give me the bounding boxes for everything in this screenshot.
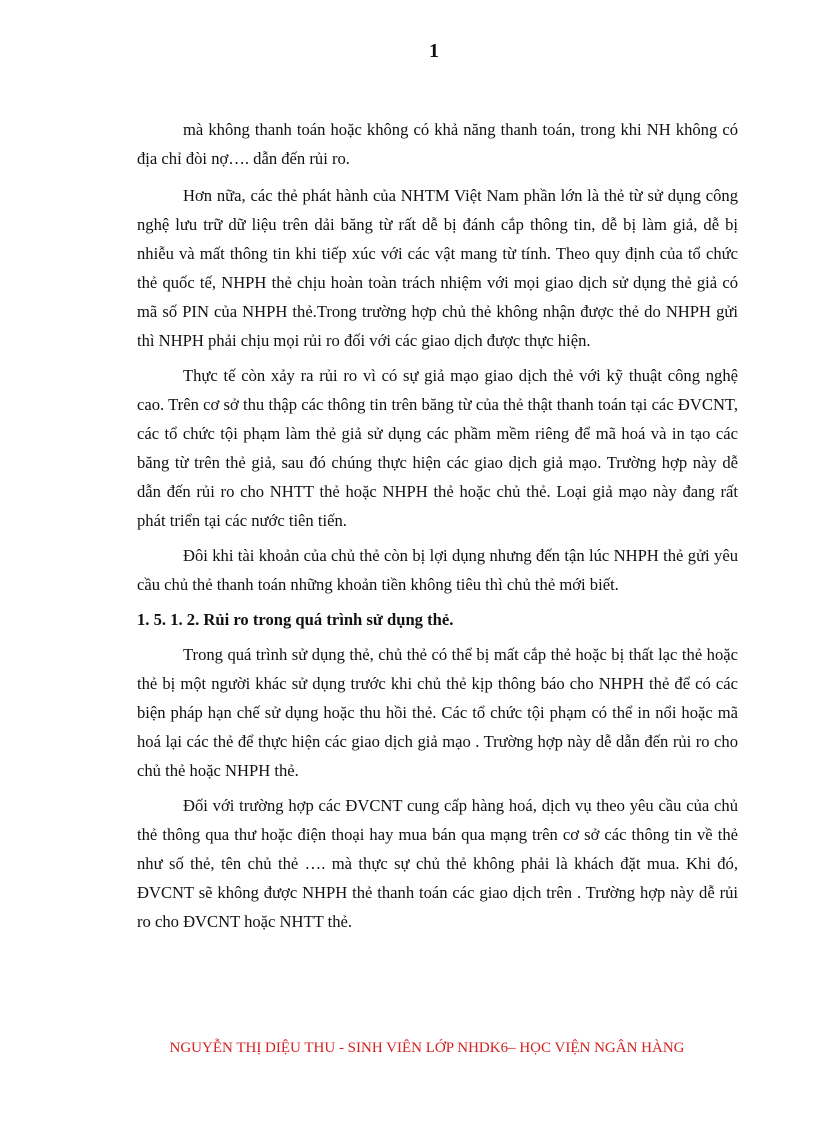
paragraph-magnetic-stripe: Hơn nữa, các thẻ phát hành của NHTM Việt Nam phần lớn là thẻ từ sử dụng công nghệ lưu trữ dữ liệu trên dải băng từ rất dễ bị đánh cắp thông tin, dễ bị làm giả, dễ bị nhiễu và mất thông tin khi tiếp xúc với các vật mang từ tính. Theo quy định của tổ chức thẻ quốc tế, NHPH thẻ chịu hoàn toàn trách nhiệm với mọi giao dịch sử dụng thẻ giả có mã số PIN của NHPH thẻ.Trong trường hợp chủ thẻ không nhận được thẻ do NHPH gửi thì NHPH phải chịu mọi rủi ro đối với các giao dịch được thực hiện. <box>137 186 738 350</box>
page-number: 1 <box>429 40 439 62</box>
section-heading: 1. 5. 1. 2. Rủi ro trong quá trình sử dụng thẻ. <box>137 610 454 629</box>
paragraph-card-usage-risk: Trong quá trình sử dụng thẻ, chủ thẻ có thể bị mất cắp thẻ hoặc bị thất lạc thẻ hoặc thẻ bị một người khác sử dụng trước khi chủ thẻ kịp thông báo cho NHPH thẻ để có các biện pháp hạn chế sử dụng hoặc thu hồi thẻ. Các tổ chức tội phạm có thể in nổi hoặc mã hoá lại các thẻ để thực hiện các giao dịch giả mạo . Trường hợp này dễ dẫn đến rủi ro cho chủ thẻ hoặc NHPH thẻ. <box>137 645 738 780</box>
paragraph-account-misuse: Đôi khi tài khoản của chủ thẻ còn bị lợi dụng nhưng đến tận lúc NHPH thẻ gửi yêu cầu chủ thẻ thanh toán những khoản tiền không tiêu thì chủ thẻ mới biết. <box>137 546 738 594</box>
document-body <box>137 115 738 942</box>
page-footer: NGUYỄN THỊ DIỆU THU - SINH VIÊN LỚP NHDK6– HỌC VIỆN NGÂN HÀNG <box>169 1040 685 1056</box>
paragraph-forgery: Thực tế còn xảy ra rủi ro vì có sự giả mạo giao dịch thẻ với kỹ thuật công nghệ cao. Trên cơ sở thu thập các thông tin trên băng từ của thẻ thật thanh toán tại các ĐVCNT, các tổ chức tội phạm làm thẻ giả sử dụng các phầm mềm riêng để mã hoá và in tạo các băng từ trên thẻ giả, sau đó chúng thực hiện các giao dịch giả mạo. Trường hợp này dễ dẫn đến rủi ro cho NHTT thẻ hoặc NHPH thẻ hoặc chủ thẻ. Loại giả mạo này đang rất phát triển tại các nước tiên tiến. <box>137 366 738 530</box>
paragraph-merchant-risk: Đối với trường hợp các ĐVCNT cung cấp hàng hoá, dịch vụ theo yêu cầu của chủ thẻ thông qua thư hoặc điện thoại hay mua bán qua mạng trên cơ sở các thông tin về thẻ như số thẻ, tên chủ thẻ …. mà thực sự chủ thẻ không phải là khách đặt mua. Khi đó, ĐVCNT sẽ không được NHPH thẻ thanh toán các giao dịch trên . Trường hợp này dễ rủi ro cho ĐVCNT hoặc NHTT thẻ. <box>137 796 738 931</box>
paragraph-continuation: mà không thanh toán hoặc không có khả năng thanh toán, trong khi NH không có địa chỉ đòi nợ…. dẫn đến rủi ro. <box>137 120 738 168</box>
